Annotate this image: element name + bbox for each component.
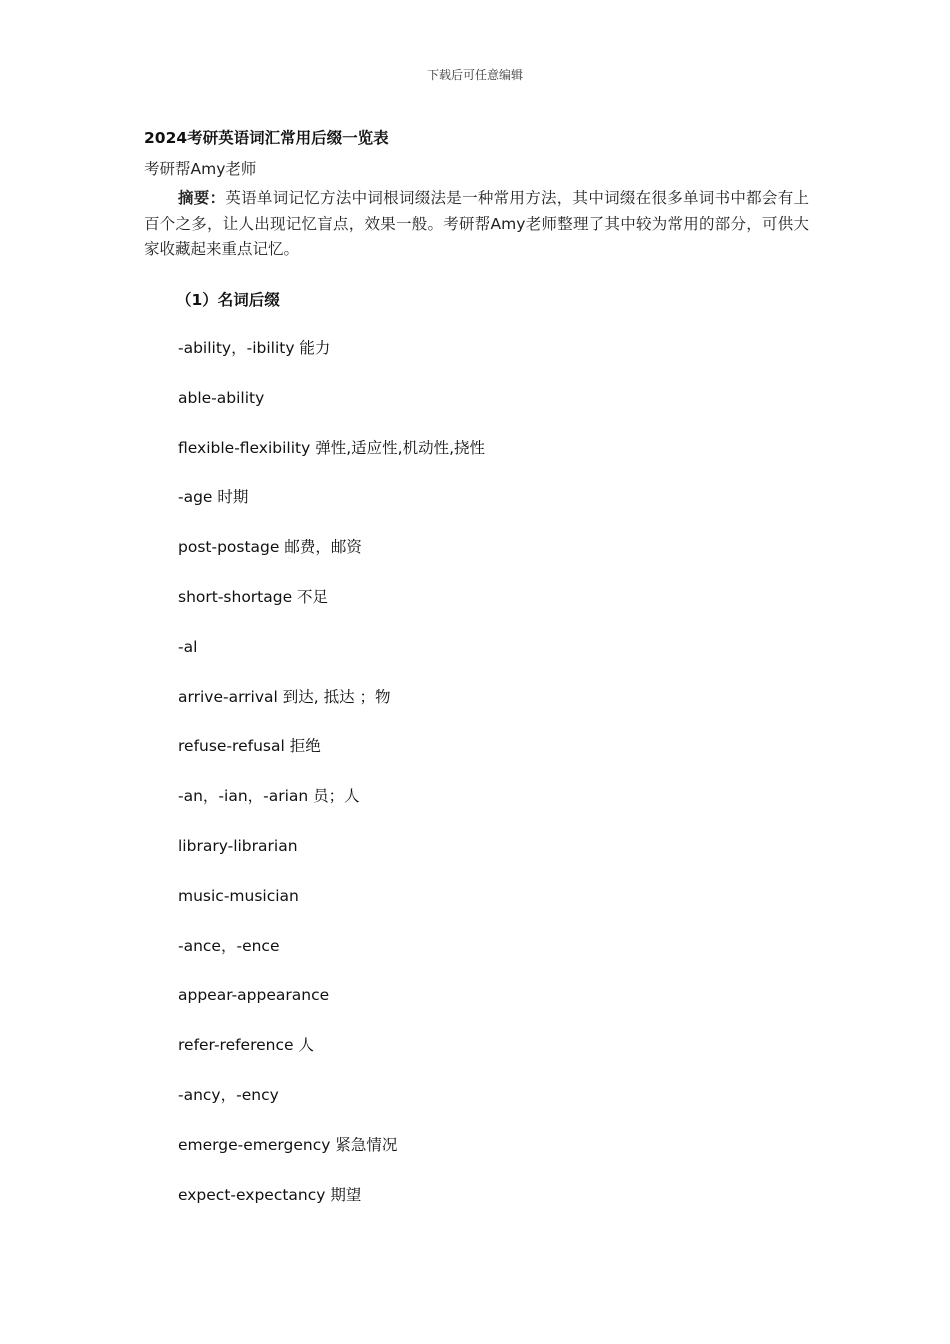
list-item: -an，-ian，-arian 员；人 (178, 787, 360, 806)
list-item: arrive-arrival 到达, 抵达 ；物 (178, 687, 391, 706)
list-item: short-shortage 不足 (178, 587, 329, 606)
list-item: library-librarian (178, 836, 298, 855)
list-item: post-postage 邮费，邮资 (178, 538, 362, 557)
list-item: -ancy，-ency (178, 1085, 279, 1104)
abstract-text: 英语单词记忆方法中词根词缀法是一种常用方法，其中词缀在很多单词书中都会有上百个之多，让人出现记忆盲点，效果一般。考研帮Amy老师整理了其中较为常用的部分，可供大家收藏起来重点记忆。 (144, 189, 809, 258)
list-item: -age 时期 (178, 488, 249, 507)
list-item: music-musician (178, 886, 299, 905)
document-title: 2024考研英语词汇常用后缀一览表 (144, 129, 389, 147)
list-item: refer-reference 人 (178, 1036, 314, 1055)
list-item: flexible-flexibility 弹性,适应性,机动性,挠性 (178, 438, 486, 457)
abstract-paragraph (144, 186, 809, 263)
abstract-label: 摘要： (178, 189, 226, 207)
header-note: 下载后可任意编辑 (426, 68, 523, 82)
list-item: able-ability (178, 388, 265, 407)
list-item: expect-expectancy 期望 (178, 1185, 362, 1204)
list-item: emerge-emergency 紧急情况 (178, 1135, 398, 1154)
section-heading-noun-suffixes: （1）名词后缀 (176, 291, 280, 309)
list-item: -al (178, 637, 198, 656)
suffix-entry-list (178, 337, 485, 1233)
list-item: appear-appearance (178, 986, 330, 1005)
list-item: refuse-refusal 拒绝 (178, 737, 321, 756)
author-line: 考研帮Amy老师 (144, 160, 257, 178)
list-item: -ability，-ibility 能力 (178, 339, 331, 357)
list-item: -ance，-ence (178, 936, 280, 955)
